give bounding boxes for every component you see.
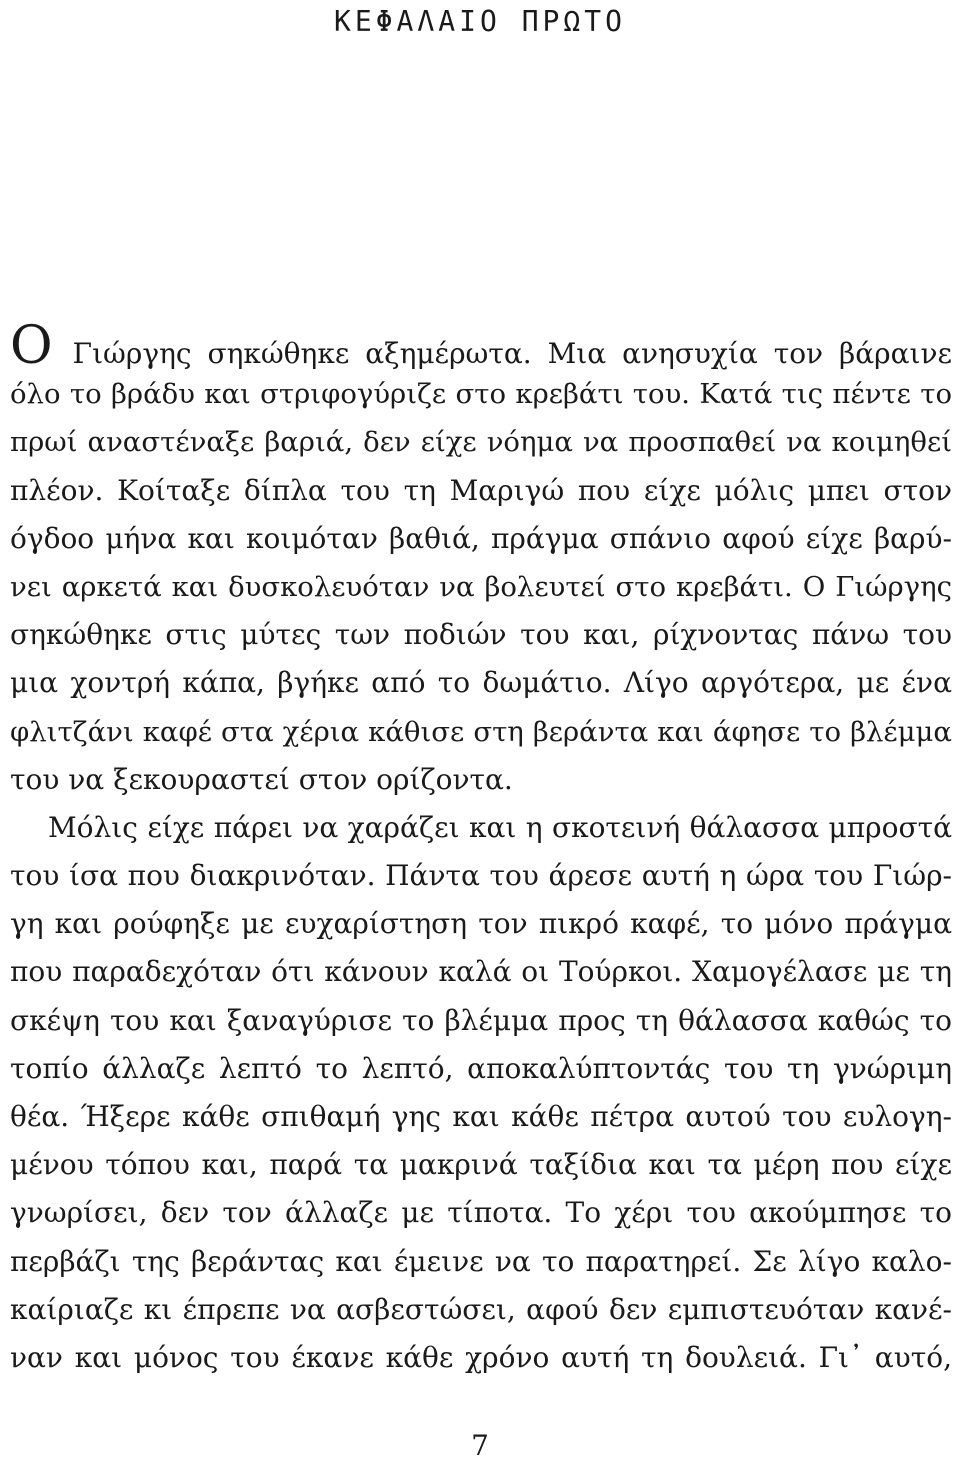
text-line: νει αρκετά και δυσκολευόταν να βολευτεί στο κρεβάτι. Ο Γιώργης [10,570,952,603]
text-line [10,316,952,376]
text-line: Μόλις είχε πάρει να χαράζει και η σκοτεινή θάλασσα μπροστά [48,810,952,844]
text-line: πλέον. Κοίταξε δίπλα του τη Μαριγώ που είχε μόλις μπει στον [10,473,952,507]
chapter-title: ΚΕΦΑΛΑΙΟ ΠΡΩΤΟ [333,5,626,38]
text-line: ναν και μόνος του έκανε κάθε χρόνο αυτή τη δουλειά. Γι᾽ αυτό, [10,1340,952,1374]
body-text [10,316,952,1382]
text-line: καίριαζε κι έπρεπε να ασβεστώσει, αφού δεν εμπιστευόταν κανέ- [10,1292,952,1326]
text-line: θέα. Ήξερε κάθε σπιθαμή γης και κάθε πέτρα αυτού του ευλογη- [10,1100,952,1133]
text-line: του να ξεκουραστεί στον ορίζοντα. [10,762,513,796]
text-line: σκέψη του και ξαναγύρισε το βλέμμα προς τη θάλασσα καθώς το [10,1003,952,1037]
text-line: σηκώθηκε στις μύτες των ποδιών του και, ρίχνοντας πάνω του [10,618,952,652]
text-line: που παραδεχόταν ότι κάνουν καλά οι Τούρκοι. Χαμογέλασε με τη [10,955,952,989]
text-line: τοπίο άλλαζε λεπτό το λεπτό, αποκαλύπτοντάς του τη γνώριμη [10,1051,952,1085]
text-line: όλο το βράδυ και στριφογύριζε στο κρεβάτι του. Κατά τις πέντε το [10,378,952,411]
text-line: φλιτζάνι καφέ στα χέρια κάθισε στη βεράντα και άφησε το βλέμμα [10,715,952,748]
text-line: γνωρίσει, δεν τον άλλαζε με τίποτα. Το χέρι του ακούμπησε το [10,1196,952,1230]
text-line: μένου τόπου και, παρά τα μακρινά ταξίδια και τα μέρη που είχε [10,1148,952,1182]
page-number: 7 [471,1429,489,1462]
text-line: γη και ρούφηξε με ευχαρίστηση τον πικρό καφέ, το μόνο πράγμα [10,907,952,941]
text-line: όγδοο μήνα και κοιμόταν βαθιά, πράγμα σπάνιο αφού είχε βαρύ- [10,521,952,555]
text-line: μια χοντρή κάπα, βγήκε από το δωμάτιο. Λίγο αργότερα, με ένα [10,666,952,700]
text-line: περβάζι της βεράντας και έμεινε να το παρατηρεί. Σε λίγο καλο- [10,1244,952,1278]
text-line: πρωί αναστέναξε βαριά, δεν είχε νόημα να προσπαθεί να κοιμηθεί [10,426,952,459]
drop-cap: Ο [10,316,53,376]
text-line-content: Γιώργης σηκώθηκε αξημέρωτα. Μια ανησυχία τον βάραινε [72,337,952,370]
text-line: του ίσα που διακρινόταν. Πάντα του άρεσε αυτή η ώρα του Γιώρ- [10,859,952,893]
